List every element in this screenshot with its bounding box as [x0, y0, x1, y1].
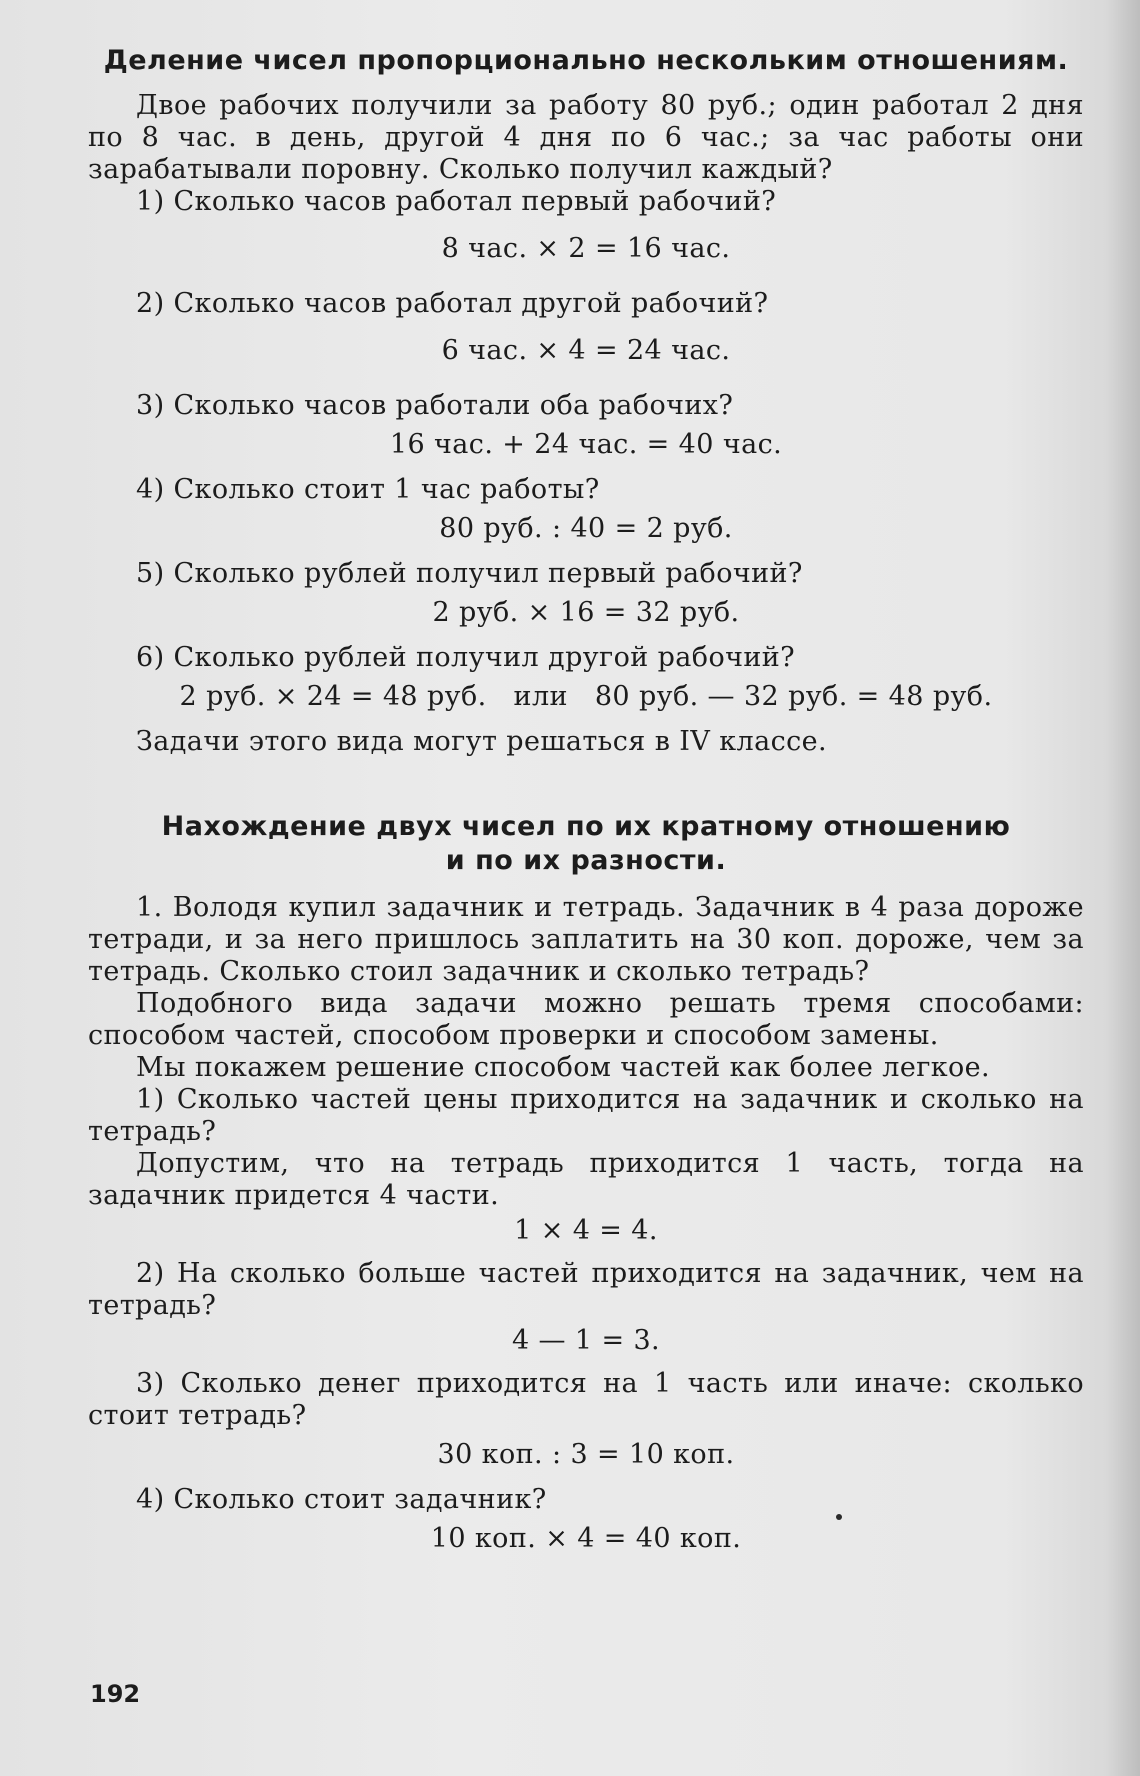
- step-question: 6) Сколько рублей получил другой рабочий?: [136, 642, 796, 673]
- step-question: 4) Сколько стоит задачник?: [136, 1484, 547, 1515]
- step-equation: 8 час. × 2 = 16 час.: [441, 233, 731, 264]
- step-question: 1) Сколько часов работал первый рабочий?: [136, 186, 777, 217]
- section2-methods: Подобного вида задачи можно решать тремя способами: способом частей, способом проверки и способом замены.: [88, 988, 1084, 1051]
- page-number: 192: [90, 1680, 141, 1708]
- step-question: 2) Сколько часов работал другой рабочий?: [136, 288, 769, 319]
- step-equation: 6 час. × 4 = 24 час.: [441, 335, 731, 366]
- page-content: [88, 44, 1084, 1568]
- step-text: Допустим, что на тетрадь приходится 1 часть, тогда на задачник придется 4 части.: [88, 1148, 1084, 1211]
- section1-note: Задачи этого вида могут решаться в IV классе.: [136, 726, 827, 757]
- step-question: 1) Сколько частей цены приходится на задачник и сколько на тетрадь?: [88, 1084, 1084, 1147]
- section2-title-line1: Нахождение двух чисел по их кратному отношению: [161, 811, 1011, 842]
- step-equation: 80 руб. : 40 = 2 руб.: [439, 513, 733, 544]
- step-equation: 1 × 4 = 4.: [514, 1215, 658, 1246]
- step-equation: 10 коп. × 4 = 40 коп.: [430, 1523, 742, 1554]
- section2-problem: 1. Володя купил задачник и тетрадь. Задачник в 4 раза дороже тетради, и за него пришлось заплатить на 30 коп. дороже, чем за тетрадь. Сколько стоил задачник и сколько тетрадь?: [88, 892, 1084, 987]
- section1-title: Деление чисел пропорционально нескольким отношениям.: [103, 45, 1069, 76]
- step-equation: 30 коп. : 3 = 10 коп.: [437, 1439, 735, 1470]
- step-equation: 16 час. + 24 час. = 40 час.: [389, 429, 783, 460]
- step-equation: 2 руб. × 24 = 48 руб. или 80 руб. — 32 руб. = 48 руб.: [179, 681, 993, 712]
- step-question: 3) Сколько денег приходится на 1 часть или иначе: сколько стоит тетрадь?: [88, 1368, 1084, 1431]
- section2-intro: Мы покажем решение способом частей как более легкое.: [136, 1052, 991, 1083]
- step-equation: 4 — 1 = 3.: [511, 1325, 661, 1356]
- step-question: 3) Сколько часов работали оба рабочих?: [136, 390, 734, 421]
- step-question: 5) Сколько рублей получил первый рабочий?: [136, 558, 803, 589]
- step-equation: 2 руб. × 16 = 32 руб.: [432, 597, 740, 628]
- section1-problem: Двое рабочих получили за работу 80 руб.; один работал 2 дня по 8 час. в день, другой 4 дня по 6 час.; за час работы они зарабатывали поровну. Сколько получил каждый?: [88, 90, 1084, 185]
- ink-spot: [836, 1514, 842, 1520]
- section2-title: [88, 810, 1084, 878]
- section2-title-line2: и по их разности.: [445, 845, 727, 876]
- step-question: 2) На сколько больше частей приходится на задачник, чем на тетрадь?: [88, 1258, 1084, 1321]
- step-question: 4) Сколько стоит 1 час работы?: [136, 474, 600, 505]
